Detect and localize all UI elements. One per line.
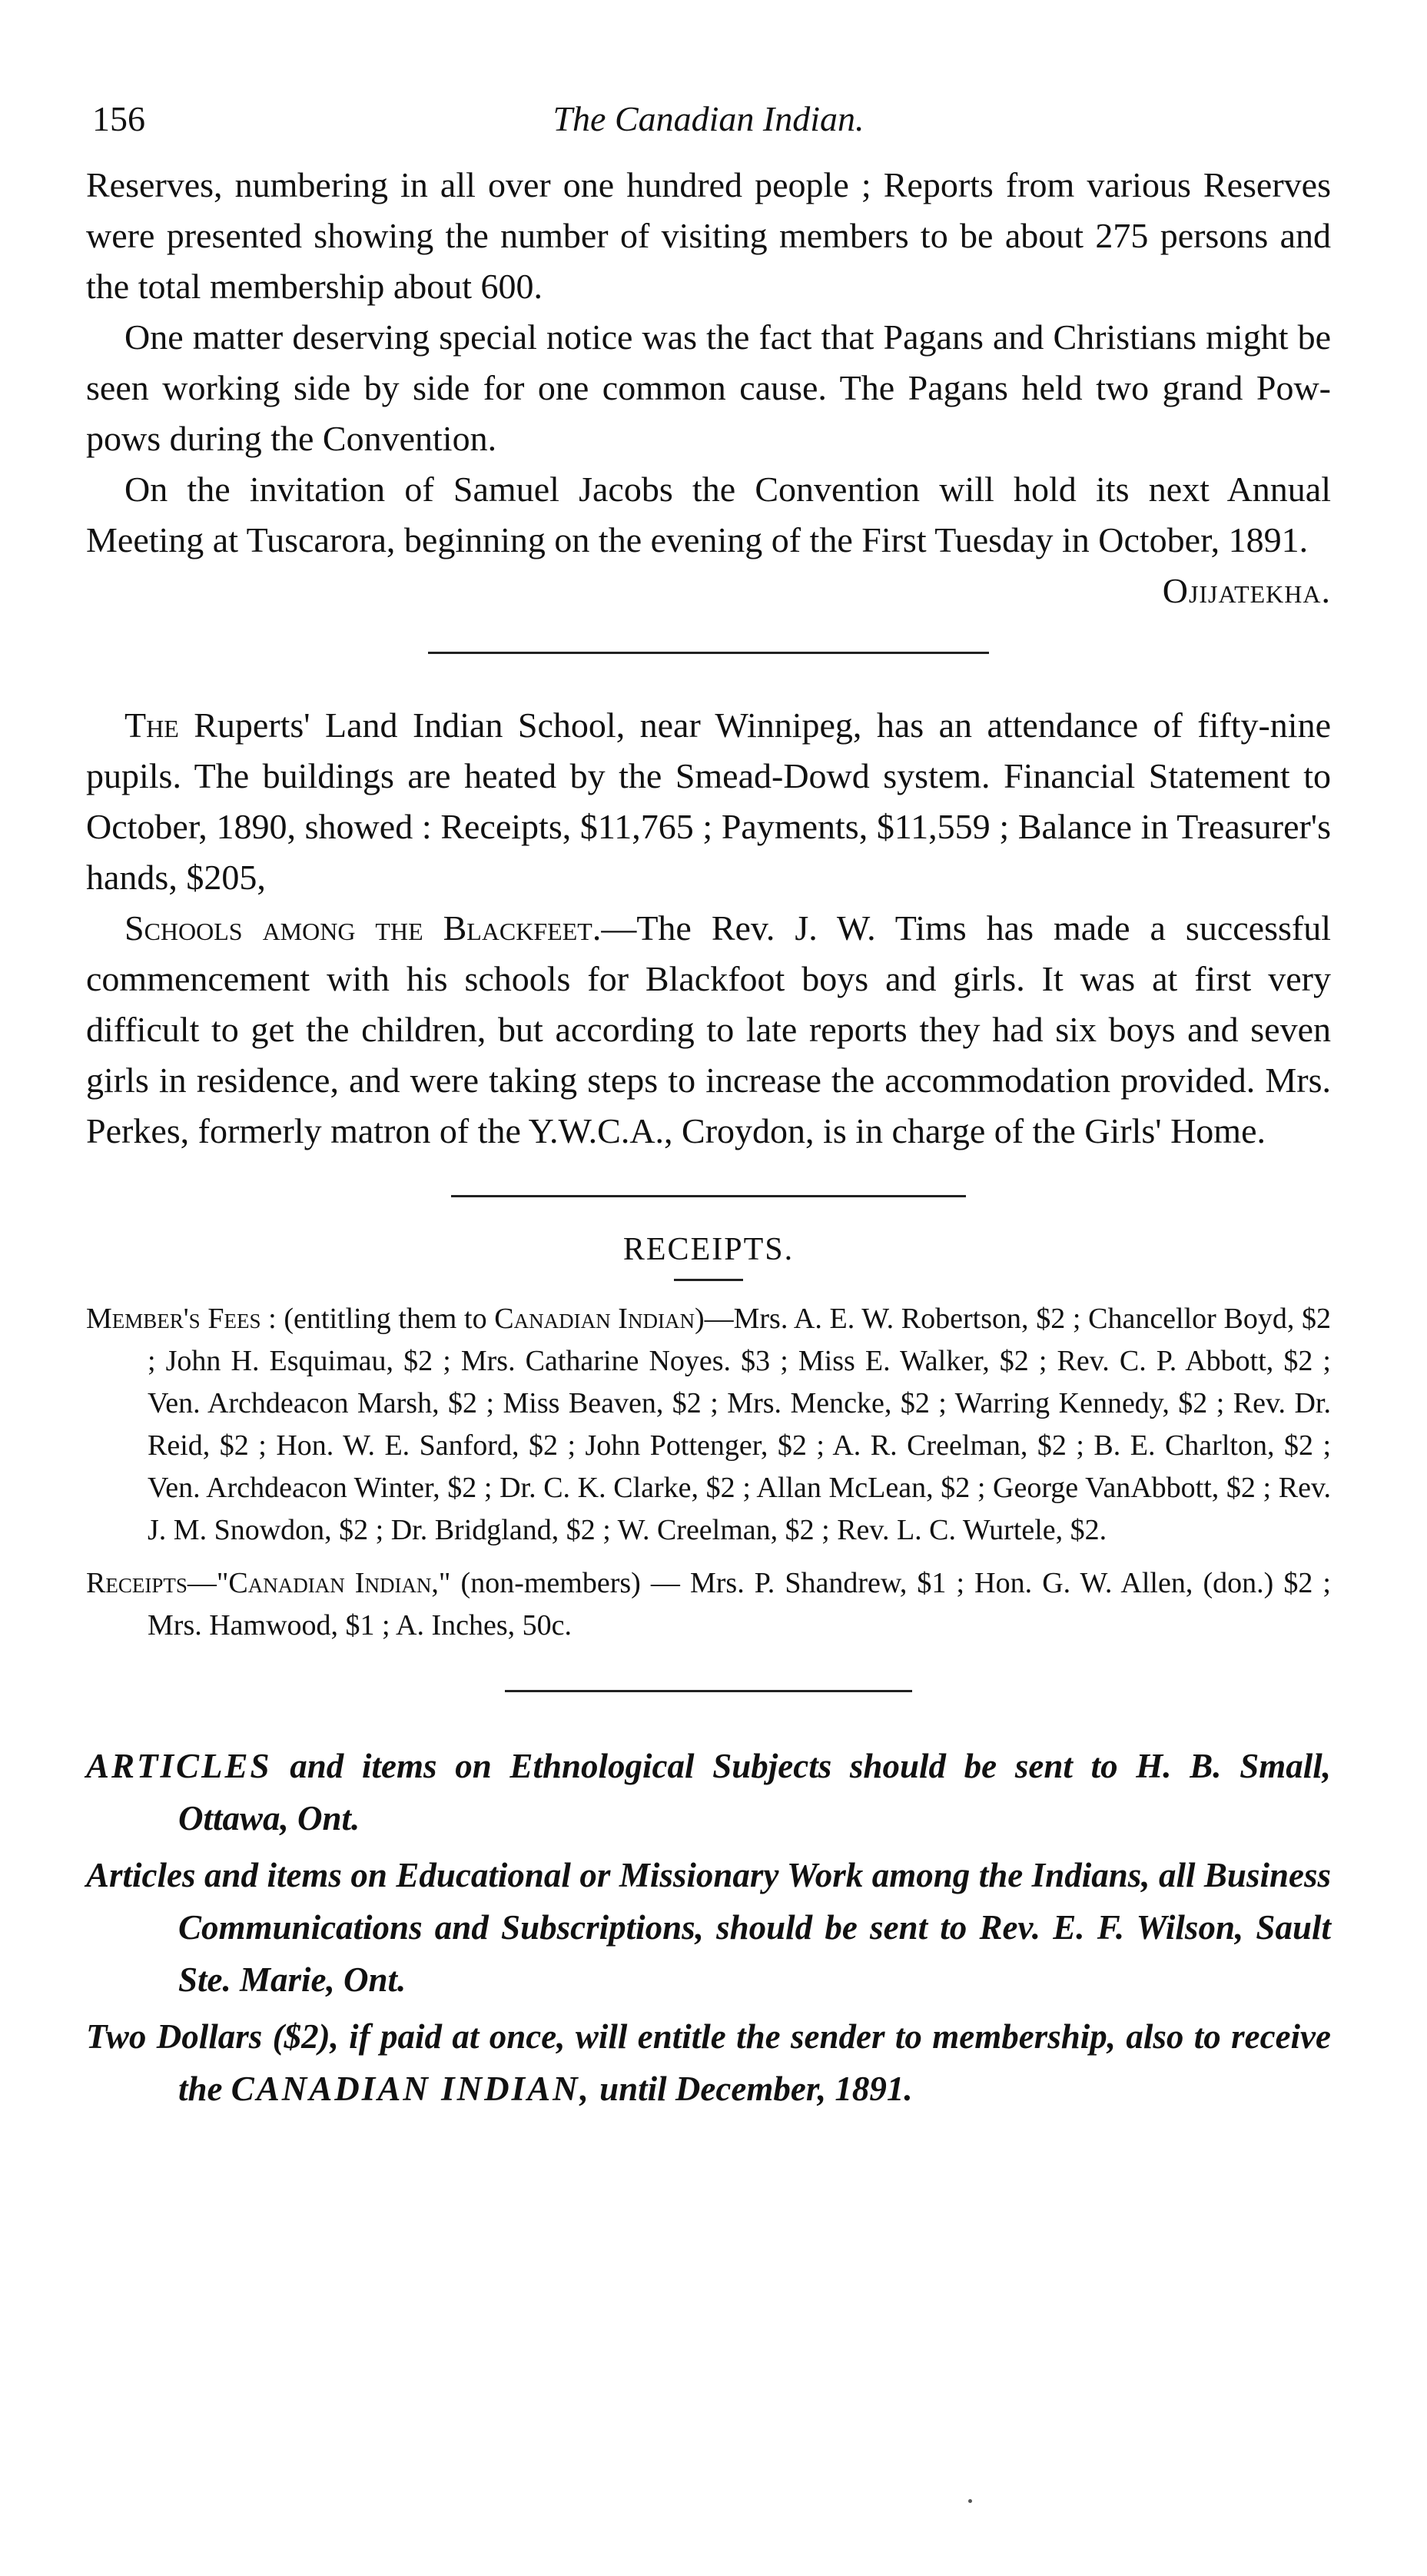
notice-membership-caps: CANADIAN INDIAN, [231, 2070, 591, 2108]
convention-paragraph-3 [86, 464, 1331, 610]
author-signature: Ojijatekha. [1162, 571, 1331, 610]
blackfeet-heading: Schools among the Blackfeet. [124, 908, 602, 948]
section-divider [428, 652, 989, 654]
page-speck [968, 2499, 972, 2503]
notice-membership [86, 2010, 1331, 2115]
school-paragraph-1 [86, 700, 1331, 903]
page-header [86, 91, 1331, 160]
receipts-heading: RECEIPTS. [622, 1232, 795, 1267]
member-fees-journal: Canadian Indian [494, 1303, 695, 1335]
heading-underline [674, 1279, 743, 1281]
school-paragraph-2 [86, 903, 1331, 1157]
school-paragraph-1-text: Ruperts' Land Indian School, near Winnipeg, has an attendance of fifty-nine pupils. The buildings are heated by the Smead-Dowd system. Financial Statement to October, 1890, showed : Receipts, $11,765 ; Payments, $11,559 ; Balance in Treasurer's hands, $205, [86, 705, 1331, 897]
receipts-section [86, 1231, 1331, 1647]
notice-ethnological-caps: ARTICLES [86, 1747, 272, 1785]
notice-membership-text-a: Two Dollars ($2), if paid at once, will entitle the sender to membership, also to receive the [86, 2017, 1331, 2108]
section-divider [505, 1690, 912, 1692]
school-paragraph-2-text: —The Rev. J. W. Tims has made a successful commencement with his schools for Blackfoot boys and girls. It was at first very difficult to get the children, but according to late reports they had six boys and seven girls in residence, and were taking steps to increase the accommodation provided. Mrs. Perkes, formerly matron of the Y.W.C.A., Croydon, is in charge of the Girls' Home. [86, 908, 1331, 1150]
convention-paragraph-2: One matter deserving special notice was the fact that Pagans and Christians might be seen working side by side for one common cause. The Pagans held two grand Pow-pows during the Convention. [86, 317, 1331, 458]
receipts-label: Receipts [86, 1567, 188, 1599]
running-title: The Canadian Indian. [553, 99, 864, 138]
member-fees-label: Member's Fees [86, 1303, 261, 1335]
section-divider [451, 1195, 966, 1197]
notice-ethnological [86, 1740, 1331, 1844]
notice-membership-text-b: until December, 1891. [590, 2070, 913, 2108]
receipts-journal: —"Canadian Indian," [187, 1567, 451, 1599]
member-fees-entry [86, 1298, 1331, 1552]
notices-section [86, 1740, 1331, 2115]
notice-educational: Articles and items on Educational or Missionary Work among the Indians, all Business Communications and Subscriptions, should be sent to Rev. E. F. Wilson, Sault Ste. Marie, Ont. [86, 1856, 1331, 1999]
convention-report [86, 160, 1331, 616]
convention-paragraph-1: Reserves, numbering in all over one hundred people ; Reports from various Reserves were presented showing the number of visiting members to be about 275 persons and the total membership about 600. [86, 165, 1331, 306]
school-news [86, 700, 1331, 1157]
convention-paragraph-3-text: On the invitation of Samuel Jacobs the Convention will hold its next Annual Meeting at Tuscarora, beginning on the evening of the First Tuesday in October, 1891. [86, 470, 1331, 559]
member-fees-list: )—Mrs. A. E. W. Robertson, $2 ; Chancellor Boyd, $2 ; John H. Esquimau, $2 ; Mrs. Catharine Noyes. $3 ; Miss E. Walker, $2 ; Rev. C. P. Abbott, $2 ; Ven. Archdeacon Marsh, $2 ; Miss Beaven, $2 ; Mrs. Mencke, $2 ; Warring Kennedy, $2 ; Rev. Dr. Reid, $2 ; Hon. W. E. Sanford, $2 ; John Pottenger, $2 ; A. R. Creelman, $2 ; B. E. Charlton, $2 ; Ven. Archdeacon Winter, $2 ; Dr. C. K. Clarke, $2 ; Allan McLean, $2 ; George VanAbbott, $2 ; Rev. J. M. Snowdon, $2 ; Dr. Bridgland, $2 ; W. Creelman, $2 ; Rev. L. C. Wurtele, $2. [148, 1303, 1332, 1546]
page-number: 156 [92, 99, 145, 138]
member-fees-intro: : (entitling them to [261, 1303, 495, 1335]
receipts-list: (non-members) — Mrs. P. Shandrew, $1 ; Hon. G. W. Allen, (don.) $2 ; Mrs. Hamwood, $1 ; A. Inches, 50c. [148, 1567, 1331, 1642]
school-lead-word: The [124, 705, 179, 745]
notice-ethnological-text: and items on Ethnological Subjects should be sent to H. B. Small, Ottawa, Ont. [178, 1747, 1331, 1837]
receipts-entry [86, 1562, 1331, 1647]
page [86, 91, 1331, 2120]
